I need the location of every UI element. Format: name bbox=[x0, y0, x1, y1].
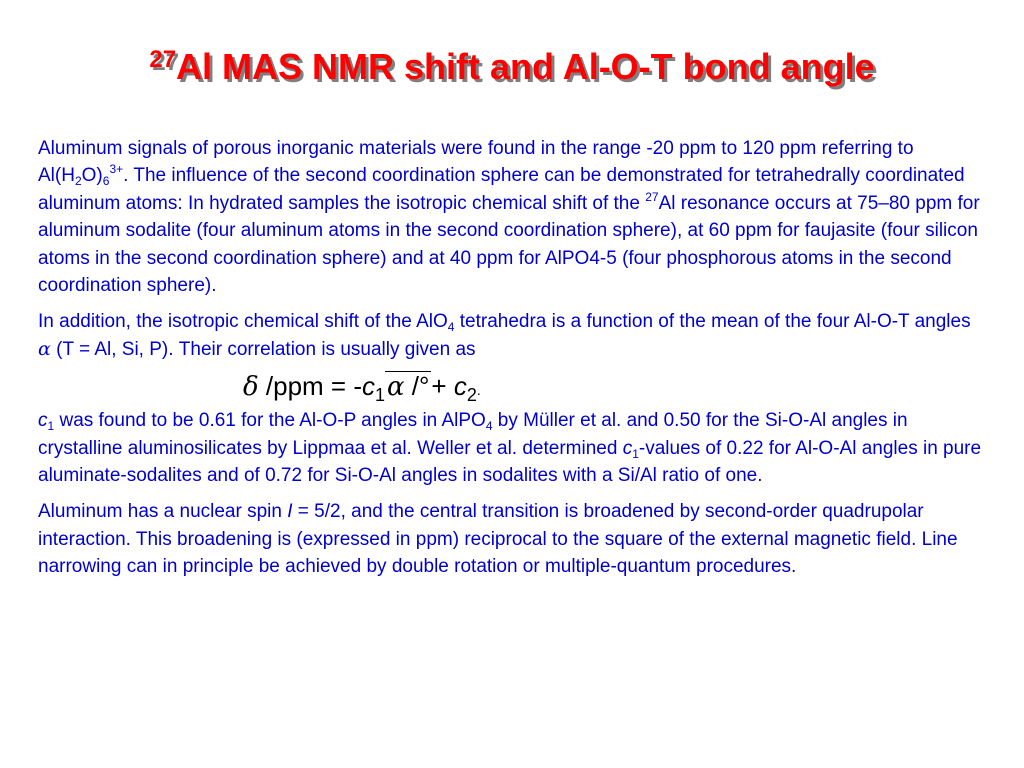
formula-sub-2: 2 bbox=[466, 385, 477, 406]
formula-sub-1: 1 bbox=[374, 385, 385, 406]
p1-text-d: Al resonance occurs at 75–80 ppm for aluminum sodalite (four aluminum atoms in the second coordination sphere), at 60 ppm for faujasite (four silicon atoms in the second coordination sphere) and at 40 ppm for AlPO4-5 (four phosphorous atoms in the second coordination sphere). bbox=[38, 192, 980, 297]
paragraph-nuclear-spin bbox=[38, 498, 988, 580]
title-superscript: 27 bbox=[149, 46, 177, 73]
p1-text-c: . The influence of the second coordination sphere can be demonstrated for tetrahedrally coordinated aluminum atoms: In hydrated samples the isotropic chemical shift of the bbox=[38, 165, 965, 214]
p3-c2: c bbox=[622, 437, 633, 459]
correlation-formula bbox=[38, 367, 988, 405]
formula-delta: δ bbox=[243, 372, 259, 403]
formula-ppm: /ppm = - bbox=[258, 371, 362, 402]
p2-text-b: tetrahedra is a function of the mean of the four Al-O-T angles bbox=[454, 311, 971, 333]
p2-text-a: In addition, the isotropic chemical shift of the AlO bbox=[38, 311, 448, 333]
formula-c1: c bbox=[361, 371, 375, 402]
paragraph-c1-values bbox=[38, 407, 988, 489]
alpha-symbol: α bbox=[38, 337, 51, 360]
p4-text-a: Aluminum has a nuclear spin bbox=[38, 501, 288, 523]
formula-c2: c bbox=[453, 371, 467, 402]
formula-mean-alpha bbox=[385, 371, 431, 401]
p3-sub-2: 4 bbox=[485, 419, 493, 434]
p3-text-a: was found to be 0.61 for the Al-O-P angles in AlPO bbox=[54, 410, 486, 432]
formula-degree: /° bbox=[404, 371, 430, 402]
paragraph-chemical-shift bbox=[38, 308, 988, 363]
p1-sub-1: 2 bbox=[74, 174, 82, 189]
p4-text-b: = 5/2, and the central transition is broadened by second-order quadrupolar interaction. This broadening is (expressed in ppm) reciprocal to the square of the external magnetic field. Line narrowing can in principle be achieved by double rotation or multiple-quantum procedures. bbox=[38, 501, 958, 578]
p1-text-b: O) bbox=[81, 165, 103, 187]
p1-sup-2: 27 bbox=[645, 189, 659, 204]
formula-plus: + bbox=[431, 371, 454, 402]
slide-title bbox=[0, 46, 1024, 88]
paragraph-aluminum-signals bbox=[38, 135, 988, 299]
formula-dot: . bbox=[476, 382, 481, 399]
p3-c: c bbox=[38, 410, 48, 432]
p2-text-c: (T = Al, Si, P). Their correlation is usually given as bbox=[50, 338, 476, 360]
p1-sub-2: 6 bbox=[102, 174, 110, 189]
p3-text-b: by Müller et al. and 0.50 for the Si-O-Al angles in crystalline aluminosilicates by Lippmaa et al. Weller et al. determined bbox=[38, 410, 908, 459]
slide-body bbox=[38, 135, 988, 581]
p3-sub-3: 1 bbox=[632, 446, 639, 461]
formula-alpha: α bbox=[387, 372, 405, 403]
p4-spin-i: I bbox=[287, 501, 293, 523]
p3-text-d: -values of 0.22 for Al-O-Al angles in pure aluminate-sodalites and of 0.72 for Si-O-Al angles in sodalites with a Si/Al ratio of one. bbox=[38, 437, 982, 487]
p1-sup-1: 3+ bbox=[109, 162, 124, 177]
p3-sub-1: 1 bbox=[47, 419, 55, 434]
p1-text-a: Aluminum signals of porous inorganic materials were found in the range -20 ppm to 120 ppm referring to Al(H bbox=[38, 138, 914, 187]
title-text: Al MAS NMR shift and Al-O-T bond angle bbox=[176, 46, 875, 87]
p2-sub: 4 bbox=[447, 320, 455, 335]
